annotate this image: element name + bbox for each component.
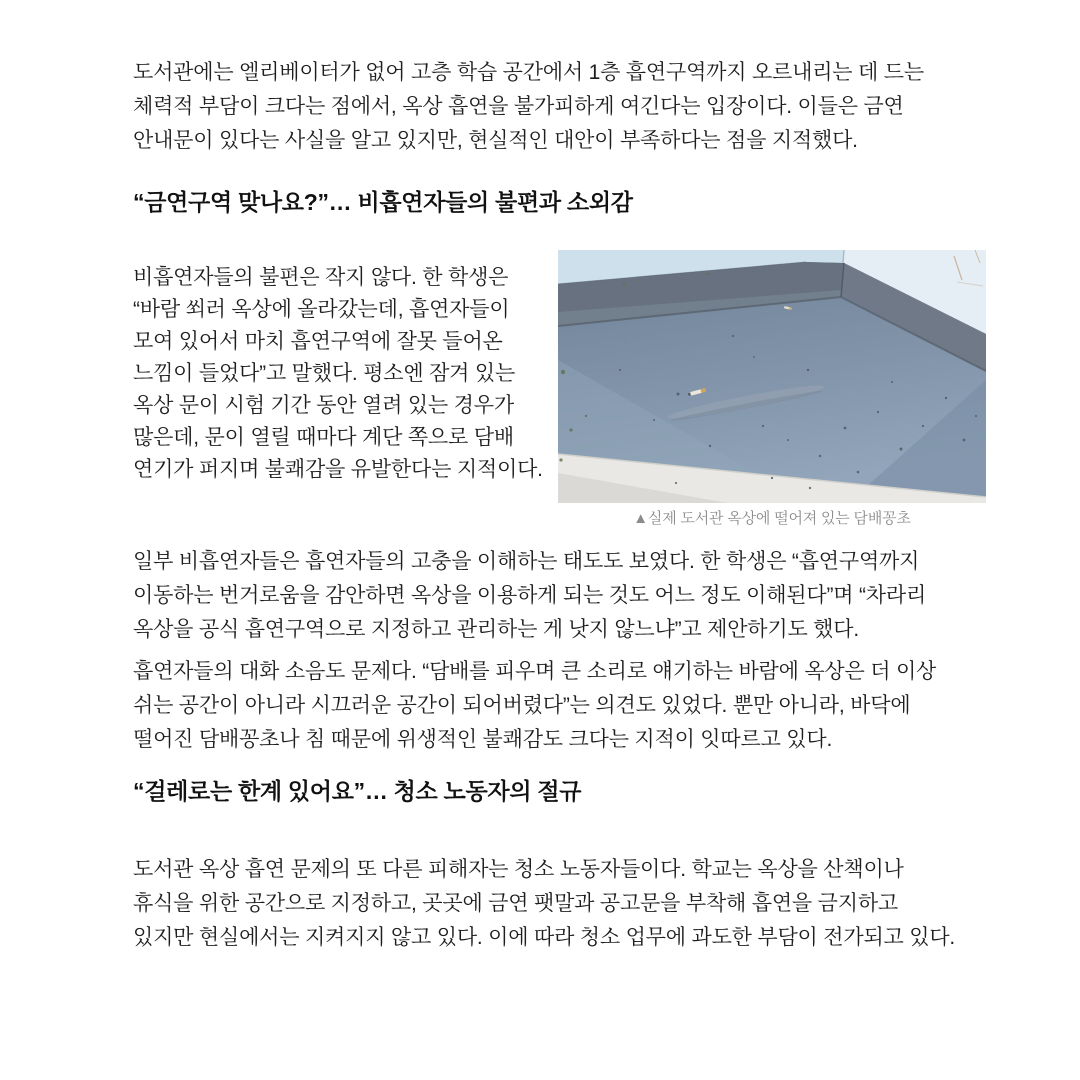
complaint-paragraph: 비흡연자들의 불편은 작지 않다. 한 학생은 “바람 쐬러 옥상에 올라갔는데, 흡연자들이 모여 있어서 마치 흡연구역에 잘못 들어온 느낌이 들었다”고 말했다. 평소엔 잠겨 있는 옥상 문이 시험 기간 동안 열려 있는 경우가 많은데, 문이 열릴 때마다 계단 쪽으로 담배 연기가 퍼지며 불쾌감을 유발한다는 지적이다. bbox=[133, 266, 543, 481]
rooftop-photo bbox=[558, 250, 986, 503]
understanding-paragraph: 일부 비흡연자들은 흡연자들의 고충을 이해하는 태도도 보였다. 한 학생은 “흡연구역까지 이동하는 번거로움을 감안하면 옥상을 이용하게 되는 것도 어느 정도 이해된다”며 “차라리 옥상을 공식 흡연구역으로 지정하고 관리하는 게 낫지 않느냐”고 제안하기도 했다. bbox=[133, 550, 927, 641]
cleaner-paragraph: 도서관 옥상 흡연 문제의 또 다른 피해자는 청소 노동자들이다. 학교는 옥상을 산책이나 휴식을 위한 공간으로 지정하고, 곳곳에 금연 팻말과 공고문을 부착해 흡연을 금지하고 있지만 현실에서는 지켜지지 않고 있다. 이에 따라 청소 업무에 과도한 부담이 전가되고 있다. bbox=[133, 858, 956, 949]
noise-paragraph: 흡연자들의 대화 소음도 문제다. “담배를 피우며 큰 소리로 얘기하는 바람에 옥상은 더 이상 쉬는 공간이 아니라 시끄러운 공간이 되어버렸다”는 의견도 있었다. 뿐만 아니라, 바닥에 떨어진 담배꽁초나 침 때문에 위생적인 불쾌감도 크다는 지적이 잇따르고 있다. bbox=[133, 660, 937, 751]
section1-heading: “금연구역 맞나요?”… 비흡연자들의 불편과 소외감 bbox=[133, 189, 633, 215]
section2-heading: “걸레로는 한계 있어요”… 청소 노동자의 절규 bbox=[133, 778, 582, 804]
rooftop-figure bbox=[558, 250, 986, 529]
text-photo-section bbox=[133, 250, 1033, 529]
photo-caption: ▲실제 도서관 옥상에 떨어져 있는 담배꽁초 bbox=[633, 510, 911, 527]
intro-paragraph: 도서관에는 엘리베이터가 없어 고층 학습 공간에서 1층 흡연구역까지 오르내리는 데 드는 체력적 부담이 크다는 점에서, 옥상 흡연을 불가피하게 여긴다는 입장이다. 이들은 금연 안내문이 있다는 사실을 알고 있지만, 현실적인 대안이 부족하다는 점을 지적했다. bbox=[133, 61, 924, 152]
